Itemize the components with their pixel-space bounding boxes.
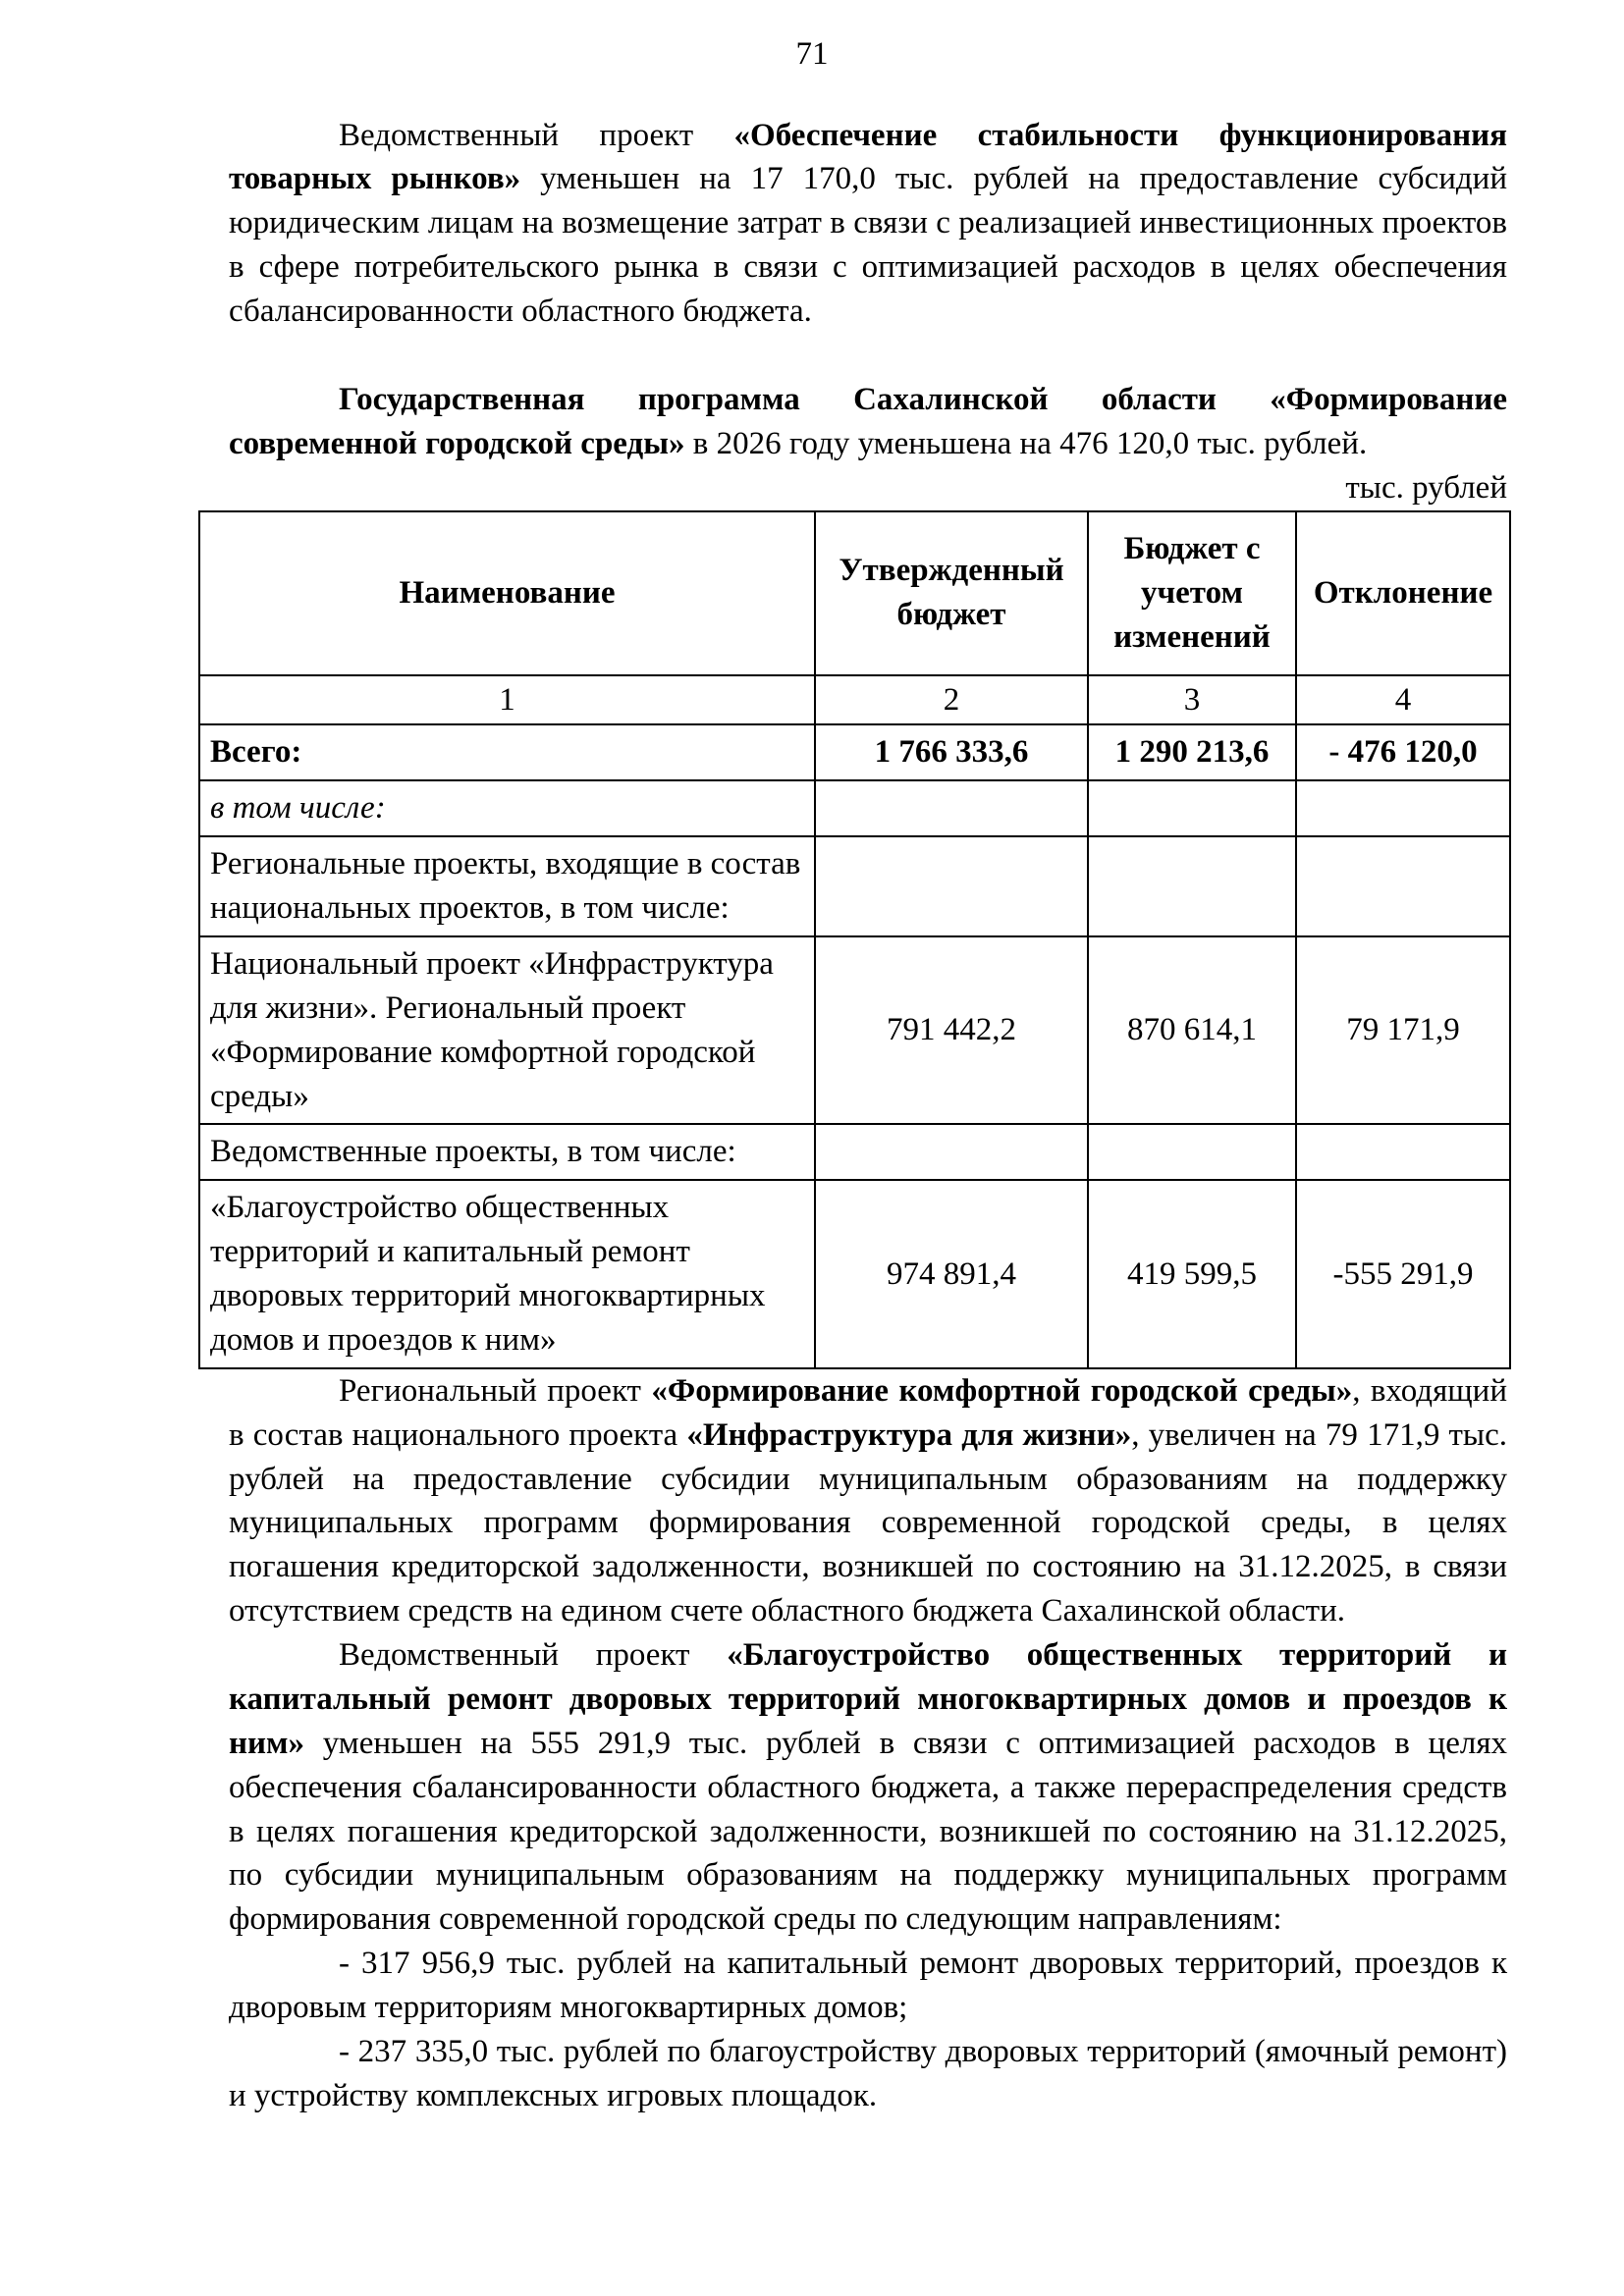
cell-name: в том числе: [199,780,815,836]
cell-approved [815,780,1088,836]
cell-revised: 870 614,1 [1088,936,1296,1125]
column-number-1: 1 [199,675,815,725]
cell-deviation [1296,836,1510,936]
cell-revised: 419 599,5 [1088,1180,1296,1368]
column-number-2: 2 [815,675,1088,725]
column-header-revised-budget: Бюджет с учетом изменений [1088,511,1296,675]
column-number-4: 4 [1296,675,1510,725]
cell-deviation: 79 171,9 [1296,936,1510,1125]
units-label: тыс. рублей [1345,469,1507,506]
table-row-national-project [199,936,1510,1125]
column-header-deviation: Отклонение [1296,511,1510,675]
table-row-public-territories [199,1180,1510,1368]
paragraph-state-program: Государственная программа Сахалинской области «Формирование современной городской среды» в 2026 году уменьшена на 476 120,0 тыс. рублей. [229,381,1507,461]
cell-deviation: - 476 120,0 [1296,724,1510,780]
cell-revised [1088,1124,1296,1180]
paragraph-commodity-markets: Ведомственный проект «Обеспечение стабильности функционирования товарных рынков» уменьшен на 17 170,0 тыс. рублей на предоставление субсидий юридическим лицам на возмещение затрат в связи с реализацией инвестиционных проектов в сфере потребительского рынка в связи с оптимизацией расходов в целях обеспечения сбалансированности областного бюджета. [229,117,1507,330]
cell-name: Ведомственные проекты, в том числе: [199,1124,815,1180]
table-row-regional-projects [199,836,1510,936]
cell-revised: 1 290 213,6 [1088,724,1296,780]
column-number-3: 3 [1088,675,1296,725]
cell-name: «Благоустройство общественных территорий и капитальный ремонт дворовых территорий многоквартирных домов и проездов к ним» [199,1180,815,1368]
column-numbers-row [199,675,1510,725]
cell-deviation: -555 291,9 [1296,1180,1510,1368]
table-row-departmental-projects [199,1124,1510,1180]
column-header-name: Наименование [199,511,815,675]
column-header-approved-budget: Утвержденный бюджет [815,511,1088,675]
paragraph-item-improvement: - 237 335,0 тыс. рублей по благоустройству дворовых территорий (ямочный ремонт) и устройству комплексных игровых площадок. [229,2033,1507,2113]
paragraph-departmental-project: Ведомственный проект «Благоустройство общественных территорий и капитальный ремонт дворовых территорий многоквартирных домов и проездов к ним» уменьшен на 555 291,9 тыс. рублей в связи с оптимизацией расходов в целях обеспечения сбалансированности областного бюджета, а также перераспределения средств в целях погашения кредиторской задолженности, возникшей по состоянию на 31.12.2025, по субсидии муниципальным образованиям на поддержку муниципальных программ формирования современной городской среды по следующим направлениям: [229,1637,1507,1938]
table-header-row [199,511,1510,675]
cell-approved: 974 891,4 [815,1180,1088,1368]
paragraph-item-capital-repair: - 317 956,9 тыс. рублей на капитальный ремонт дворовых территорий, проездов к дворовым территориям многоквартирных домов; [229,1946,1507,2026]
cell-revised [1088,780,1296,836]
cell-name: Национальный проект «Инфраструктура для жизни». Региональный проект «Формирование комфортной городской среды» [199,936,815,1125]
cell-revised [1088,836,1296,936]
cell-name: Региональные проекты, входящие в состав национальных проектов, в том числе: [199,836,815,936]
table-row-including [199,780,1510,836]
page-number: 71 [795,36,829,72]
cell-approved: 791 442,2 [815,936,1088,1125]
paragraph-regional-project: Региональный проект «Формирование комфортной городской среды», входящий в состав национального проекта «Инфраструктура для жизни», увеличен на 79 171,9 тыс. рублей на предоставление субсидии муниципальным образованиям на поддержку муниципальных программ формирования современной городской среды, в целях погашения кредиторской задолженности, возникшей по состоянию на 31.12.2025, в связи отсутствием средств на едином счете областного бюджета Сахалинской области. [229,1372,1507,1629]
cell-approved [815,836,1088,936]
cell-approved: 1 766 333,6 [815,724,1088,780]
cell-name: Всего: [199,724,815,780]
budget-table [198,510,1511,1369]
cell-deviation [1296,1124,1510,1180]
cell-deviation [1296,780,1510,836]
table-row-total [199,724,1510,780]
cell-approved [815,1124,1088,1180]
